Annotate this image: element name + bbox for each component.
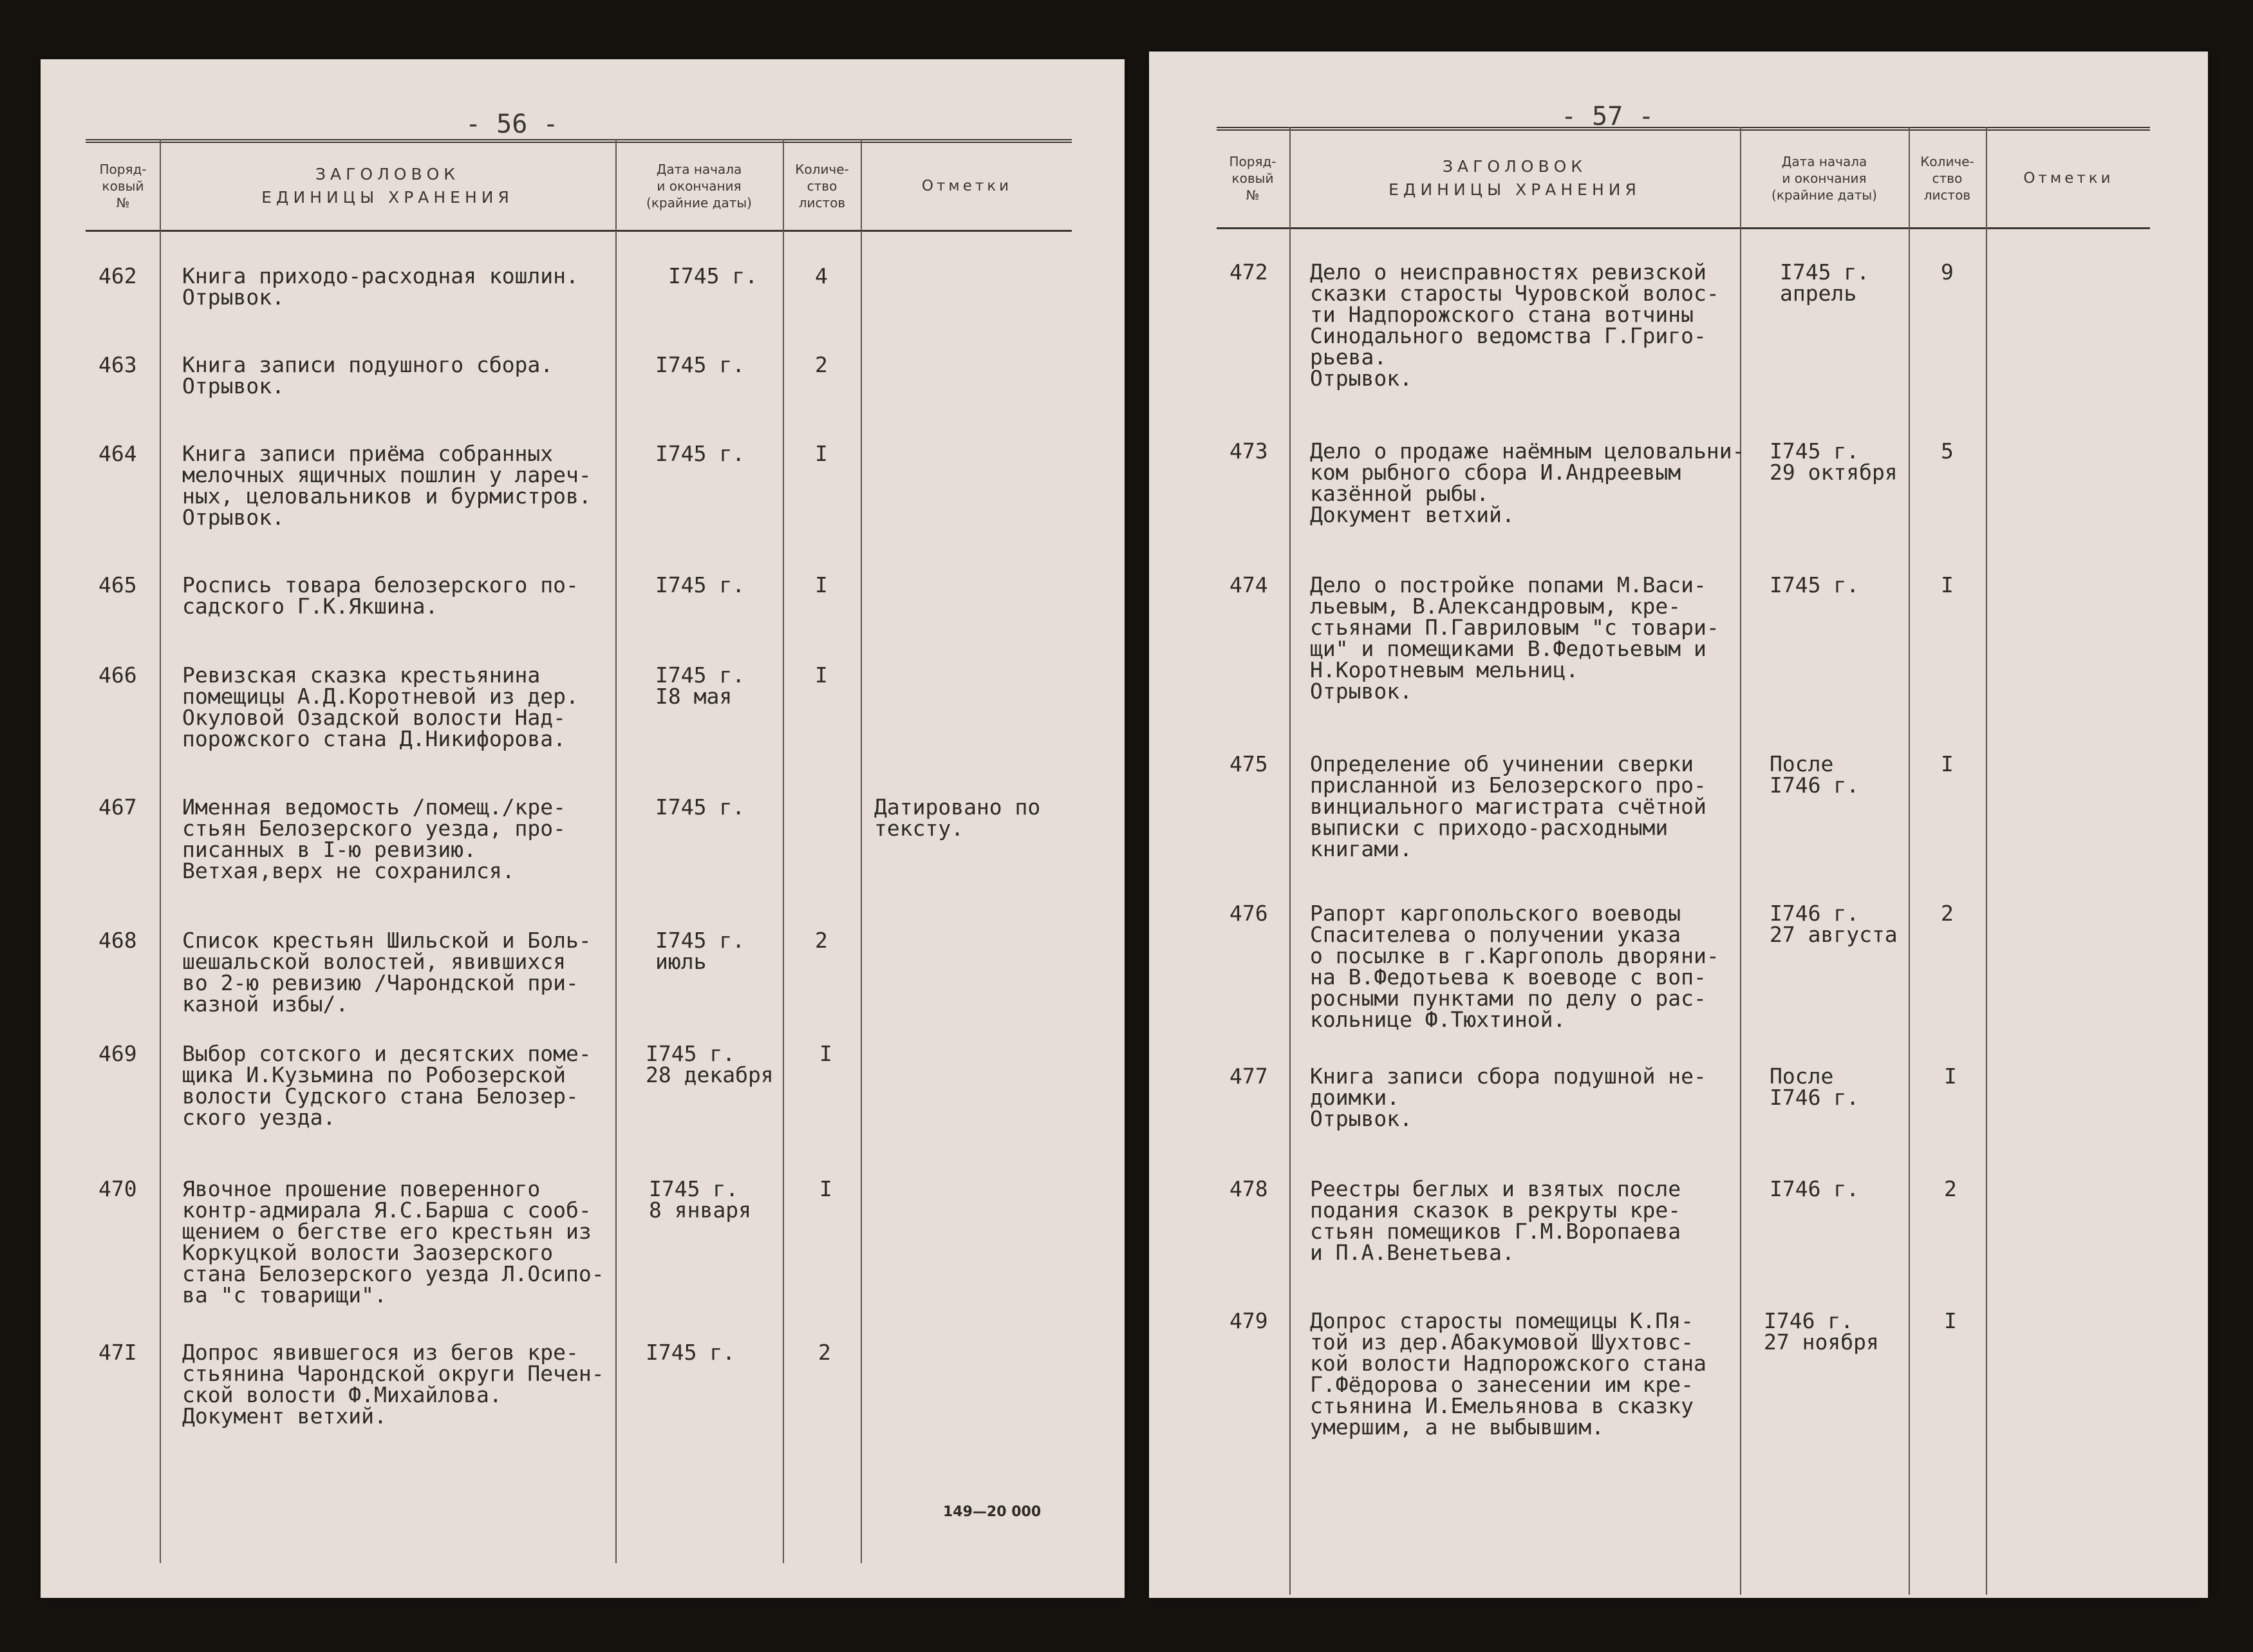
- row-sheet-count: 2: [815, 928, 828, 953]
- archive-page-56: [41, 59, 1125, 1598]
- text-line: стьянами П.Гавриловым "с товари-: [1310, 615, 1719, 640]
- row-number: 475: [1229, 751, 1268, 776]
- text-line: щи" и помещиками В.Федотьевым и: [1310, 636, 1706, 661]
- row-sheet-count: I: [819, 1041, 832, 1066]
- row-title: [1310, 903, 1719, 1030]
- header-text-line: листов: [798, 195, 846, 211]
- archive-page-57: [1149, 52, 2208, 1598]
- header-text-line: Количе-: [1920, 154, 1974, 169]
- row-sheet-count: 4: [815, 263, 828, 288]
- row-dates: [668, 265, 758, 286]
- column-divider: [783, 139, 784, 1563]
- text-line: Спасителева о получении указа: [1310, 922, 1681, 947]
- text-line: садского Г.К.Якшина.: [182, 594, 438, 619]
- header-text-line: ковый: [102, 178, 144, 194]
- header-text-line: (крайние даты): [646, 195, 752, 211]
- header-title: [1291, 130, 1739, 227]
- text-line: апрель: [1780, 281, 1857, 306]
- row-number: 469: [98, 1041, 137, 1066]
- row-number: 464: [98, 441, 137, 466]
- row-sheet-count: 2: [818, 1340, 831, 1365]
- text-line: казной избы/.: [182, 991, 349, 1017]
- header-bottom-rule: [1217, 227, 2150, 229]
- row-number: 479: [1229, 1308, 1268, 1333]
- header-dates: [1741, 130, 1907, 227]
- header-notes: [1987, 130, 2150, 227]
- header-text-line: Отметки: [921, 178, 1013, 194]
- text-line: Документ ветхий.: [182, 1403, 387, 1429]
- text-line: росными пунктами по делу о рас-: [1310, 986, 1706, 1011]
- text-line: 28 декабря: [646, 1062, 774, 1087]
- text-line: кольнице Ф.Тюхтиной.: [1310, 1007, 1566, 1032]
- header-text-line: ЕДИНИЦЫ ХРАНЕНИЯ: [1388, 180, 1641, 199]
- text-line: Отрывок.: [1310, 1106, 1412, 1131]
- row-dates: [655, 796, 745, 818]
- row-title: [1310, 1065, 1706, 1129]
- text-line: умершим, а не выбывшим.: [1310, 1414, 1604, 1440]
- text-line: I746 г.: [1770, 1176, 1860, 1201]
- header-title: [161, 143, 614, 229]
- row-notes: [874, 796, 1040, 839]
- header-text-line: Дата начала: [1781, 154, 1867, 169]
- column-divider: [1986, 127, 1987, 1595]
- row-dates: [655, 574, 745, 596]
- text-line: о посылке в г.Каргополь дворяни-: [1310, 943, 1719, 968]
- row-sheet-count: I: [1944, 1308, 1957, 1333]
- row-dates: [655, 930, 745, 972]
- text-line: I746 г.: [1770, 1085, 1860, 1110]
- row-dates: [1780, 261, 1869, 304]
- row-number: 47I: [98, 1340, 137, 1365]
- row-sheet-count: I: [815, 572, 828, 597]
- row-title: [182, 1043, 592, 1128]
- text-line: I745 г.: [655, 662, 745, 688]
- header-text-line: листов: [1923, 187, 1971, 203]
- text-line: присланной из Белозерского про-: [1310, 773, 1706, 798]
- header-text-line: и окончания: [657, 178, 742, 194]
- text-line: контр-адмирала Я.С.Барша с сооб-: [182, 1197, 592, 1223]
- row-dates: [646, 1043, 774, 1085]
- text-line: Дело о продаже наёмным целовальни-: [1310, 438, 1745, 464]
- row-dates: [649, 1178, 751, 1221]
- text-line: волости Судского стана Белозер-: [182, 1084, 579, 1109]
- text-line: Отрывок.: [1310, 679, 1412, 704]
- header-text-line: и окончания: [1782, 171, 1867, 186]
- text-line: мелочных ящичных пошлин у лареч-: [182, 462, 592, 487]
- text-line: ти Надпорожского стана вотчины: [1310, 302, 1694, 327]
- text-line: шешальской волостей, явившихся: [182, 949, 566, 974]
- row-dates: [655, 354, 745, 375]
- text-line: во 2-ю ревизию /Чарондской при-: [182, 970, 579, 995]
- text-line: ского уезда.: [182, 1105, 336, 1130]
- row-number: 465: [98, 572, 137, 597]
- text-line: I746 г.: [1770, 773, 1860, 798]
- row-title: [182, 443, 592, 528]
- text-line: Коркуцкой волости Заозерского: [182, 1240, 554, 1265]
- text-line: Г.Фёдорова о занесении им кре-: [1310, 1372, 1694, 1397]
- text-line: тексту.: [874, 816, 964, 841]
- text-line: сказки старосты Чуровской волос-: [1310, 281, 1719, 306]
- text-line: Дело о неисправностях ревизской: [1310, 259, 1706, 285]
- text-line: стьян помещиков Г.М.Воропаева: [1310, 1219, 1681, 1244]
- column-divider: [1289, 127, 1291, 1595]
- text-line: Список крестьян Шильской и Боль-: [182, 928, 592, 953]
- text-line: кой волости Надпорожского стана: [1310, 1351, 1706, 1376]
- print-run-mark: 149—20 000: [943, 1504, 1042, 1520]
- row-number: 463: [98, 352, 137, 377]
- text-line: ком рыбного сбора И.Андреевым: [1310, 460, 1681, 485]
- header-text-line: №: [1246, 187, 1260, 203]
- text-line: I745 г.: [1770, 572, 1860, 597]
- row-sheet-count: 9: [1941, 259, 1954, 285]
- row-title: [182, 574, 579, 617]
- row-title: [182, 796, 566, 881]
- header-text-line: Количе-: [795, 162, 849, 177]
- text-line: Книга записи сбора подушной не-: [1310, 1064, 1706, 1089]
- row-title: [1310, 440, 1745, 525]
- text-line: I745 г.: [1780, 259, 1870, 285]
- header-text-line: ЗАГОЛОВОК: [1442, 157, 1587, 176]
- text-line: подания сказок в рекруты кре-: [1310, 1197, 1681, 1223]
- page-number: - 56 -: [465, 109, 559, 139]
- text-line: Книга записи приёма собранных: [182, 441, 554, 466]
- header-text-line: Поряд-: [99, 162, 147, 177]
- text-line: Роспись товара белозерского по-: [182, 572, 579, 597]
- text-line: Датировано по: [874, 794, 1041, 820]
- row-dates: [1764, 1310, 1879, 1353]
- row-title: [182, 1342, 604, 1427]
- text-line: I745 г.: [655, 928, 745, 953]
- text-line: июль: [655, 949, 707, 974]
- text-line: щением о бегстве его крестьян из: [182, 1219, 592, 1244]
- column-divider: [160, 139, 161, 1563]
- row-title: [182, 664, 579, 749]
- text-line: винциального магистрата счётной: [1310, 794, 1706, 819]
- row-number: 476: [1229, 901, 1268, 926]
- text-line: I745 г.: [668, 263, 758, 288]
- text-line: I746 г.: [1764, 1308, 1854, 1333]
- row-sheet-count: I: [1941, 572, 1954, 597]
- text-line: I8 мая: [655, 684, 733, 709]
- text-line: Дело о постройке попами М.Васи-: [1310, 572, 1706, 597]
- text-line: Книга записи подушного сбора.: [182, 352, 554, 377]
- text-line: Определение об учинении сверки: [1310, 751, 1694, 776]
- header-text-line: Отметки: [2023, 170, 2114, 187]
- row-sheet-count: 2: [815, 352, 828, 377]
- row-number: 474: [1229, 572, 1268, 597]
- row-dates: [1770, 440, 1898, 483]
- text-line: стана Белозерского уезда Л.Осипо-: [182, 1261, 604, 1286]
- text-line: порожского стана Д.Никифорова.: [182, 726, 566, 751]
- text-line: помещицы А.Д.Коротневой из дер.: [182, 684, 579, 709]
- row-dates: [655, 664, 745, 707]
- row-sheet-count: 2: [1941, 901, 1954, 926]
- text-line: Рапорт каргопольского воеводы: [1310, 901, 1681, 926]
- column-divider: [1740, 127, 1741, 1595]
- text-line: выписки с приходо-расходными: [1310, 815, 1669, 840]
- row-title: [1310, 1178, 1681, 1263]
- row-sheet-count: I: [1944, 1064, 1957, 1089]
- row-title: [1310, 574, 1719, 702]
- header-text-line: ЕДИНИЦЫ ХРАНЕНИЯ: [261, 188, 514, 207]
- text-line: Н.Коротневым мельниц.: [1310, 657, 1579, 682]
- row-sheet-count: I: [819, 1176, 832, 1201]
- text-line: щика И.Кузьмина по Робозерской: [182, 1062, 566, 1087]
- text-line: I745 г.: [655, 794, 745, 820]
- text-line: и П.А.Венетьева.: [1310, 1240, 1515, 1265]
- header-text-line: ство: [807, 178, 837, 194]
- text-line: ва "с товарищи".: [182, 1282, 387, 1308]
- text-line: I746 г.: [1770, 901, 1860, 926]
- row-title: [1310, 1310, 1706, 1438]
- text-line: стьянина Чарондской округи Печен-: [182, 1361, 604, 1386]
- text-line: Выбор сотского и десятских поме-: [182, 1041, 592, 1066]
- header-text-line: Дата начала: [656, 162, 742, 177]
- text-line: казённой рыбы.: [1310, 481, 1490, 506]
- header-text-line: №: [116, 195, 130, 211]
- text-line: Явочное прошение поверенного: [182, 1176, 541, 1201]
- text-line: I745 г.: [646, 1041, 736, 1066]
- text-line: I745 г.: [655, 441, 745, 466]
- row-dates: [1770, 753, 1859, 796]
- row-sheet-count: I: [815, 662, 828, 688]
- row-title: [182, 930, 592, 1015]
- page-number: - 57 -: [1561, 102, 1654, 131]
- row-sheet-count: I: [815, 441, 828, 466]
- row-dates: [1770, 574, 1859, 596]
- header-sheet-count: [784, 143, 860, 229]
- text-line: I745 г.: [655, 352, 745, 377]
- row-dates: [1770, 903, 1898, 945]
- text-line: Книга приходо-расходная кошлин.: [182, 263, 579, 288]
- row-number: 478: [1229, 1176, 1268, 1201]
- row-number: 470: [98, 1176, 137, 1201]
- row-number: 467: [98, 794, 137, 820]
- text-line: доимки.: [1310, 1085, 1400, 1110]
- text-line: Ветхая,верх не сохранился.: [182, 858, 515, 883]
- row-title: [182, 1178, 604, 1306]
- header-dates: [617, 143, 781, 229]
- header-order-number: [1217, 130, 1289, 227]
- text-line: на В.Федотьева к воеводе с воп-: [1310, 964, 1706, 990]
- header-text-line: (крайние даты): [1772, 187, 1877, 203]
- text-line: Отрывок.: [182, 285, 285, 310]
- text-line: ных, целовальников и бурмистров.: [182, 483, 592, 509]
- header-text-line: ство: [1932, 171, 1963, 186]
- row-dates: [655, 443, 745, 464]
- text-line: Отрывок.: [182, 505, 285, 530]
- row-number: 468: [98, 928, 137, 953]
- text-line: Допрос старосты помещицы К.Пя-: [1310, 1308, 1694, 1333]
- text-line: Именная ведомость /помещ./кре-: [182, 794, 566, 820]
- text-line: I745 г.: [646, 1340, 736, 1365]
- text-line: той из дер.Абакумовой Шухтовс-: [1310, 1329, 1694, 1355]
- header-notes: [862, 143, 1072, 229]
- row-number: 462: [98, 263, 137, 288]
- header-text-line: Поряд-: [1229, 154, 1276, 169]
- row-sheet-count: 2: [1944, 1176, 1957, 1201]
- text-line: льевым, В.Александровым, кре-: [1310, 594, 1681, 619]
- text-line: Синодального ведомства Г.Григо-: [1310, 323, 1706, 348]
- text-line: После: [1770, 1064, 1834, 1089]
- column-divider: [861, 139, 862, 1563]
- text-line: Документ ветхий.: [1310, 502, 1515, 527]
- header-text-line: ковый: [1231, 171, 1274, 186]
- row-sheet-count: I: [1941, 751, 1954, 776]
- row-dates: [1770, 1065, 1859, 1108]
- text-line: I745 г.: [1770, 438, 1860, 464]
- row-number: 472: [1229, 259, 1268, 285]
- text-line: Отрывок.: [182, 373, 285, 399]
- row-title: [182, 354, 553, 397]
- header-sheet-count: [1910, 130, 1985, 227]
- text-line: рьева.: [1310, 344, 1387, 370]
- text-line: После: [1770, 751, 1834, 776]
- column-divider: [1909, 127, 1910, 1595]
- row-number: 473: [1229, 438, 1268, 464]
- text-line: I745 г.: [655, 572, 745, 597]
- header-bottom-rule: [86, 230, 1072, 232]
- text-line: Допрос явившегося из бегов кре-: [182, 1340, 579, 1365]
- text-line: I745 г.: [649, 1176, 739, 1201]
- row-sheet-count: 5: [1941, 438, 1954, 464]
- text-line: стьян Белозерского уезда, про-: [182, 816, 566, 841]
- text-line: книгами.: [1310, 836, 1412, 861]
- text-line: 27 ноября: [1764, 1329, 1879, 1355]
- text-line: 29 октября: [1770, 460, 1898, 485]
- text-line: 27 августа: [1770, 922, 1898, 947]
- row-dates: [1770, 1178, 1859, 1199]
- row-number: 466: [98, 662, 137, 688]
- text-line: стьянина И.Емельянова в сказку: [1310, 1393, 1694, 1418]
- row-title: [1310, 261, 1719, 389]
- header-order-number: [87, 143, 159, 229]
- text-line: Окуловой Озадской волости Над-: [182, 705, 566, 730]
- text-line: Ревизская сказка крестьянина: [182, 662, 541, 688]
- row-number: 477: [1229, 1064, 1268, 1089]
- text-line: 8 января: [649, 1197, 751, 1223]
- text-line: Отрывок.: [1310, 366, 1412, 391]
- text-line: Реестры беглых и взятых после: [1310, 1176, 1681, 1201]
- text-line: ской волости Ф.Михайлова.: [182, 1382, 502, 1407]
- row-dates: [646, 1342, 735, 1363]
- row-title: [182, 265, 579, 308]
- row-title: [1310, 753, 1706, 859]
- column-divider: [615, 139, 617, 1563]
- header-text-line: ЗАГОЛОВОК: [315, 165, 460, 183]
- text-line: писанных в I-ю ревизию.: [182, 837, 476, 862]
